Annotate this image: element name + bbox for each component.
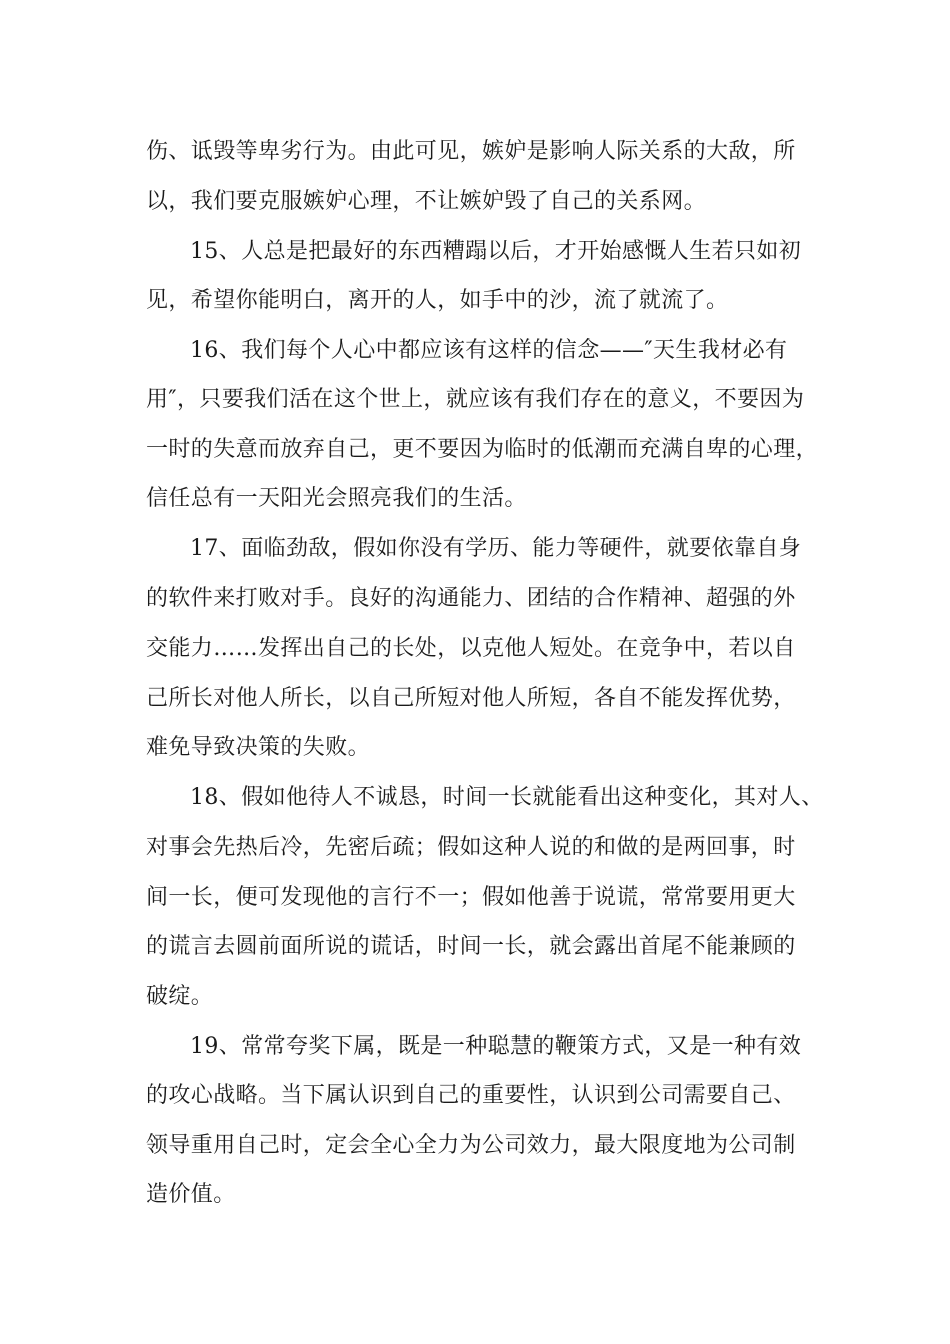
text-line: 一时的失意而放弃自己，更不要因为临时的低潮而充满自卑的心理， bbox=[146, 437, 819, 462]
paragraph-16-start: 16、我们每个人心中都应该有这样的信念——″天生我材必有 bbox=[190, 338, 788, 363]
text-line: 的谎言去圆前面所说的谎话，时间一长，就会露出首尾不能兼顾的 bbox=[146, 934, 796, 959]
text-line: 间一长，便可发现他的言行不一；假如他善于说谎，常常要用更大 bbox=[146, 885, 796, 910]
text-line: 造价值。 bbox=[146, 1182, 236, 1207]
text-line: 破绽。 bbox=[146, 984, 214, 1009]
text-line: 见，希望你能明白，离开的人，如手中的沙，流了就流了。 bbox=[146, 288, 729, 313]
text-line: 用″，只要我们活在这个世上，就应该有我们存在的意义，不要因为 bbox=[146, 387, 805, 412]
text-line: 难免导致决策的失败。 bbox=[146, 735, 371, 760]
text-line: 伤、诋毁等卑劣行为。由此可见，嫉妒是影响人际关系的大敌，所 bbox=[146, 139, 796, 164]
paragraph-15-start: 15、人总是把最好的东西糟蹋以后，才开始感慨人生若只如初 bbox=[190, 239, 802, 264]
text-line: 交能力……发挥出自己的长处，以克他人短处。在竞争中，若以自 bbox=[146, 636, 796, 661]
text-line: 领导重用自己时，定会全心全力为公司效力，最大限度地为公司制 bbox=[146, 1133, 796, 1158]
text-line: 的攻心战略。当下属认识到自己的重要性，认识到公司需要自己、 bbox=[146, 1083, 796, 1108]
paragraph-19-start: 19、常常夸奖下属，既是一种聪慧的鞭策方式，又是一种有效 bbox=[190, 1034, 802, 1059]
text-line: 己所长对他人所长，以自己所短对他人所短，各自不能发挥优势， bbox=[146, 686, 796, 711]
text-line: 以，我们要克服嫉妒心理，不让嫉妒毁了自己的关系网。 bbox=[146, 189, 707, 214]
paragraph-18-start: 18、假如他待人不诚恳，时间一长就能看出这种变化，其对人、 bbox=[190, 785, 824, 810]
text-line: 信任总有一天阳光会照亮我们的生活。 bbox=[146, 486, 527, 511]
text-line: 对事会先热后冷，先密后疏；假如这种人说的和做的是两回事，时 bbox=[146, 835, 796, 860]
text-line: 的软件来打败对手。良好的沟通能力、团结的合作精神、超强的外 bbox=[146, 586, 796, 611]
paragraph-17-start: 17、面临劲敌，假如你没有学历、能力等硬件，就要依靠自身 bbox=[190, 536, 802, 561]
